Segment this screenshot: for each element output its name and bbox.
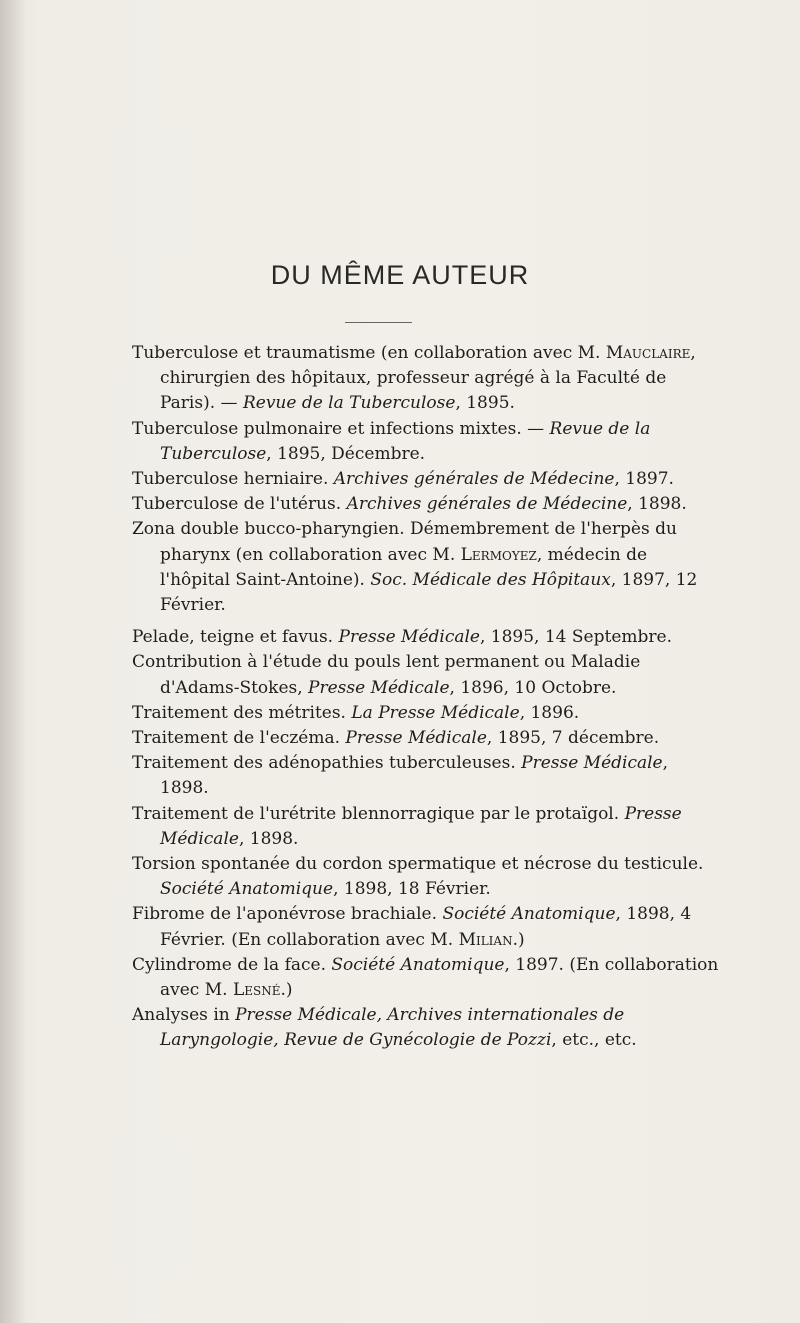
page-gutter-shadow: [0, 0, 26, 1323]
page-heading: DU MÊME AUTEUR: [270, 260, 530, 290]
publication-entry: Tuberculose herniaire. Archives générales de Médecine, 1897.: [132, 469, 674, 490]
publication-entry: Tuberculose et traumatisme (en collaboration avec M. Mauclaire, chirurgien des hôpitaux, professeur agrégé à la Faculté de Paris). — Revue de la Tuberculose, 1895.: [132, 343, 696, 414]
publication-entry: Fibrome de l'aponévrose brachiale. Société Anatomique, 1898, 4 Février. (En collaboration avec M. Milian.): [132, 904, 692, 950]
publication-entry: Pelade, teigne et favus. Presse Médicale, 1895, 14 Septembre.: [132, 627, 672, 648]
publication-entry: Zona double bucco-pharyngien. Démembrement de l'herpès du pharynx (en collaboration avec M. Lermoyez, médecin de l'hôpital Saint-Antoine). Soc. Médicale des Hôpitaux, 1897, 12 Février.: [132, 519, 698, 616]
publication-entry: Traitement de l'eczéma. Presse Médicale, 1895, 7 décembre.: [132, 728, 660, 749]
publication-entry: Torsion spontanée du cordon spermatique et nécrose du testicule. Société Anatomique, 1898, 18 Février.: [132, 854, 704, 900]
heading-rule: [345, 322, 412, 323]
publication-entry: Cylindrome de la face. Société Anatomique, 1897. (En collaboration avec M. Lesné.): [132, 954, 719, 1001]
publication-entry: Tuberculose pulmonaire et infections mixtes. — Revue de la Tuberculose, 1895, Décembre.: [132, 418, 651, 464]
publication-entry: Traitement des adénopathies tuberculeuses. Presse Médicale, 1898.: [132, 753, 669, 799]
publication-entry: Traitement de l'urétrite blennorragique par le protaïgol. Presse Médicale, 1898.: [132, 803, 682, 849]
publication-entry: Tuberculose de l'utérus. Archives générales de Médecine, 1898.: [132, 494, 687, 515]
publication-entry: Contribution à l'étude du pouls lent permanent ou Maladie d'Adams-Stokes, Presse Médicale, 1896, 10 Octobre.: [132, 652, 641, 698]
publication-list: [132, 334, 722, 1054]
publication-entry: Analyses in Presse Médicale, Archives internationales de Laryngologie, Revue de Gynécologie de Pozzi, etc., etc.: [132, 1005, 637, 1051]
publication-entry: Traitement des métrites. La Presse Médicale, 1896.: [132, 702, 580, 723]
